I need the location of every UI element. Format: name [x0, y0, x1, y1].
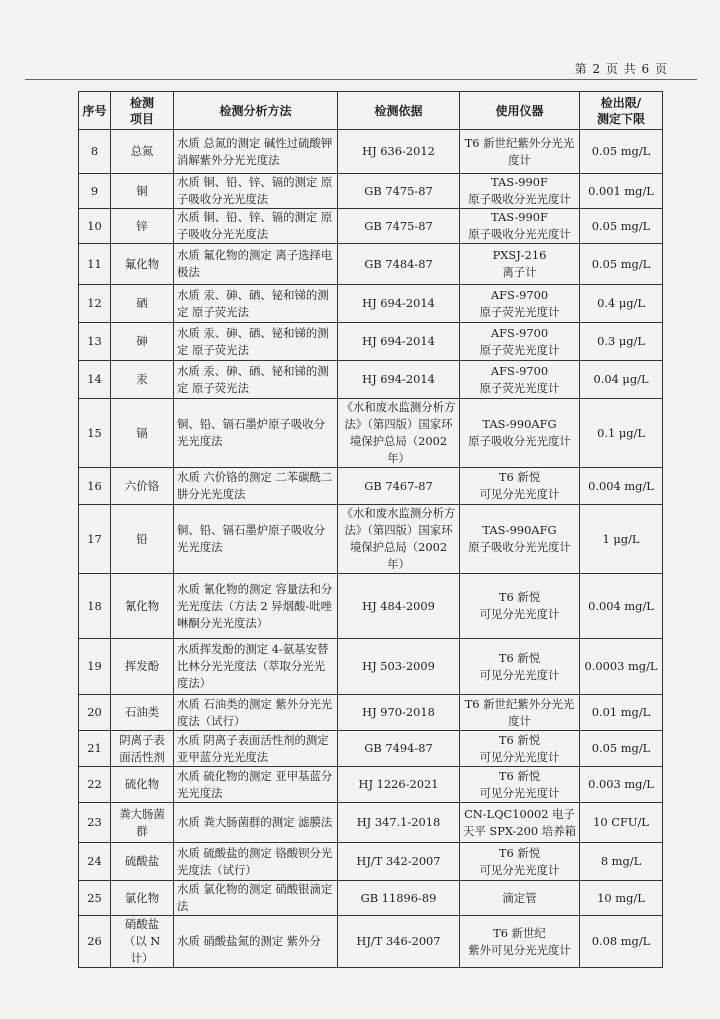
cell-instrument: TAS-990F 原子吸收分光光度计 — [460, 174, 580, 209]
cell-item: 铅 — [111, 505, 174, 574]
cell-limit: 1 μg/L — [580, 505, 663, 574]
table-row — [79, 174, 663, 209]
cell-limit: 0.003 mg/L — [580, 767, 663, 803]
cell-basis: HJ 503-2009 — [338, 639, 460, 695]
cell-basis: HJ 484-2009 — [338, 574, 460, 639]
cell-basis: HJ 347.1-2018 — [338, 803, 460, 843]
test-methods-table — [78, 91, 663, 968]
cell-limit: 0.01 mg/L — [580, 695, 663, 731]
cell-basis: GB 7494-87 — [338, 731, 460, 767]
table-row — [79, 574, 663, 639]
header-instrument: 使用仪器 — [460, 92, 580, 130]
page-number: 第 2 页 共 6 页 — [574, 62, 668, 76]
cell-basis: HJ 694-2014 — [338, 323, 460, 361]
table-row — [79, 399, 663, 468]
header-basis: 检测依据 — [338, 92, 460, 130]
cell-seq: 14 — [79, 361, 111, 399]
cell-instrument: TAS-990F 原子吸收分光光度计 — [460, 209, 580, 244]
table-row — [79, 731, 663, 767]
header-item: 检测 项目 — [111, 92, 174, 130]
cell-limit: 0.4 μg/L — [580, 285, 663, 323]
cell-limit: 10 mg/L — [580, 881, 663, 916]
cell-method: 水质 氟化物的测定 离子选择电极法 — [174, 244, 338, 285]
header-rule — [25, 79, 697, 80]
table-row — [79, 881, 663, 916]
cell-instrument: T6 新世纪紫外分光光度计 — [460, 695, 580, 731]
cell-limit: 8 mg/L — [580, 843, 663, 881]
cell-basis: GB 11896-89 — [338, 881, 460, 916]
cell-basis: HJ/T 346-2007 — [338, 916, 460, 968]
cell-basis: 《水和废水监测分析方法》（第四版）国家环境保护总局（2002 年） — [338, 399, 460, 468]
cell-limit: 0.001 mg/L — [580, 174, 663, 209]
cell-seq: 13 — [79, 323, 111, 361]
table-row — [79, 244, 663, 285]
cell-seq: 22 — [79, 767, 111, 803]
cell-item: 砷 — [111, 323, 174, 361]
cell-seq: 21 — [79, 731, 111, 767]
cell-limit: 10 CFU/L — [580, 803, 663, 843]
cell-basis: HJ/T 342-2007 — [338, 843, 460, 881]
cell-item: 总氮 — [111, 130, 174, 174]
header-limit: 检出限/ 测定下限 — [580, 92, 663, 130]
cell-seq: 20 — [79, 695, 111, 731]
cell-basis: 《水和废水监测分析方法》（第四版）国家环境保护总局（2002 年） — [338, 505, 460, 574]
cell-instrument: T6 新世纪 紫外可见分光光度计 — [460, 916, 580, 968]
cell-method: 水质 总氮的测定 碱性过硫酸钾消解紫外分光光度法 — [174, 130, 338, 174]
cell-basis: HJ 694-2014 — [338, 361, 460, 399]
table-row — [79, 695, 663, 731]
cell-basis: GB 7467-87 — [338, 468, 460, 505]
cell-method: 铜、铅、镉石墨炉原子吸收分光光度法 — [174, 505, 338, 574]
cell-instrument: T6 新悦 可见分光光度计 — [460, 731, 580, 767]
cell-method: 水质 汞、砷、硒、铋和锑的测定 原子荧光法 — [174, 323, 338, 361]
cell-method: 水质 石油类的测定 紫外分光光度法（试行） — [174, 695, 338, 731]
table-header-row — [79, 92, 663, 130]
cell-instrument: T6 新悦 可见分光光度计 — [460, 639, 580, 695]
cell-basis: HJ 1226-2021 — [338, 767, 460, 803]
cell-method: 水质 汞、砷、硒、铋和锑的测定 原子荧光法 — [174, 285, 338, 323]
cell-item: 氰化物 — [111, 574, 174, 639]
cell-item: 氟化物 — [111, 244, 174, 285]
cell-limit: 0.05 mg/L — [580, 130, 663, 174]
cell-instrument: T6 新世纪紫外分光光度计 — [460, 130, 580, 174]
cell-seq: 8 — [79, 130, 111, 174]
cell-seq: 17 — [79, 505, 111, 574]
cell-method: 水质 六价铬的测定 二苯碳酰二肼分光光度法 — [174, 468, 338, 505]
header-seq: 序号 — [79, 92, 111, 130]
cell-limit: 0.3 μg/L — [580, 323, 663, 361]
cell-limit: 0.0003 mg/L — [580, 639, 663, 695]
cell-instrument: CN-LQC10002 电子天平 SPX-200 培养箱 — [460, 803, 580, 843]
cell-limit: 0.05 mg/L — [580, 731, 663, 767]
cell-instrument: TAS-990AFG 原子吸收分光光度计 — [460, 399, 580, 468]
table-row — [79, 285, 663, 323]
cell-seq: 18 — [79, 574, 111, 639]
cell-item: 六价铬 — [111, 468, 174, 505]
cell-item: 汞 — [111, 361, 174, 399]
table-row — [79, 130, 663, 174]
cell-basis: HJ 694-2014 — [338, 285, 460, 323]
cell-instrument: AFS-9700 原子荧光光度计 — [460, 285, 580, 323]
cell-seq: 26 — [79, 916, 111, 968]
cell-basis: GB 7484-87 — [338, 244, 460, 285]
cell-limit: 0.1 μg/L — [580, 399, 663, 468]
table-row — [79, 505, 663, 574]
table-row — [79, 361, 663, 399]
cell-method: 水质 汞、砷、硒、铋和锑的测定 原子荧光法 — [174, 361, 338, 399]
cell-item: 硒 — [111, 285, 174, 323]
cell-method: 水质 硫酸盐的测定 铬酸钡分光光度法（试行） — [174, 843, 338, 881]
cell-basis: HJ 970-2018 — [338, 695, 460, 731]
cell-method: 水质 阴离子表面活性剂的测定 亚甲蓝分光光度法 — [174, 731, 338, 767]
cell-limit: 0.05 mg/L — [580, 244, 663, 285]
cell-basis: GB 7475-87 — [338, 209, 460, 244]
cell-item: 硝酸盐（以 N 计） — [111, 916, 174, 968]
cell-seq: 15 — [79, 399, 111, 468]
cell-limit: 0.004 mg/L — [580, 468, 663, 505]
cell-method: 水质 粪大肠菌群的测定 滤膜法 — [174, 803, 338, 843]
cell-instrument: AFS-9700 原子荧光光度计 — [460, 323, 580, 361]
cell-limit: 0.04 μg/L — [580, 361, 663, 399]
cell-item: 硫化物 — [111, 767, 174, 803]
cell-instrument: 滴定管 — [460, 881, 580, 916]
table-row — [79, 803, 663, 843]
table-row — [79, 916, 663, 968]
cell-method: 水质 氯化物的测定 硝酸银滴定法 — [174, 881, 338, 916]
cell-seq: 12 — [79, 285, 111, 323]
cell-method: 水质 氰化物的测定 容量法和分光光度法（方法 2 异烟酸-吡唑啉酮分光光度法） — [174, 574, 338, 639]
cell-instrument: AFS-9700 原子荧光光度计 — [460, 361, 580, 399]
cell-instrument: PXSJ-216 离子计 — [460, 244, 580, 285]
cell-item: 粪大肠菌群 — [111, 803, 174, 843]
cell-item: 锌 — [111, 209, 174, 244]
cell-item: 氯化物 — [111, 881, 174, 916]
cell-seq: 11 — [79, 244, 111, 285]
table-row — [79, 639, 663, 695]
cell-basis: GB 7475-87 — [338, 174, 460, 209]
table-row — [79, 767, 663, 803]
cell-method: 水质 铜、铅、锌、镉的测定 原子吸收分光光度法 — [174, 174, 338, 209]
table-row — [79, 843, 663, 881]
cell-method: 水质 铜、铅、锌、镉的测定 原子吸收分光光度法 — [174, 209, 338, 244]
cell-instrument: T6 新悦 可见分光光度计 — [460, 767, 580, 803]
cell-limit: 0.004 mg/L — [580, 574, 663, 639]
cell-method: 水质 硫化物的测定 亚甲基蓝分光光度法 — [174, 767, 338, 803]
table-row — [79, 323, 663, 361]
cell-method: 水质 硝酸盐氮的测定 紫外分 — [174, 916, 338, 968]
table-row — [79, 468, 663, 505]
cell-basis: HJ 636-2012 — [338, 130, 460, 174]
cell-item: 铜 — [111, 174, 174, 209]
cell-instrument: TAS-990AFG 原子吸收分光光度计 — [460, 505, 580, 574]
cell-instrument: T6 新悦 可见分光光度计 — [460, 468, 580, 505]
cell-item: 石油类 — [111, 695, 174, 731]
cell-method: 铜、铅、镉石墨炉原子吸收分光光度法 — [174, 399, 338, 468]
cell-item: 硫酸盐 — [111, 843, 174, 881]
cell-seq: 9 — [79, 174, 111, 209]
cell-instrument: T6 新悦 可见分光光度计 — [460, 574, 580, 639]
cell-seq: 16 — [79, 468, 111, 505]
cell-instrument: T6 新悦 可见分光光度计 — [460, 843, 580, 881]
table-row — [79, 209, 663, 244]
cell-item: 阴离子表面活性剂 — [111, 731, 174, 767]
cell-seq: 24 — [79, 843, 111, 881]
cell-seq: 19 — [79, 639, 111, 695]
cell-method: 水质挥发酚的测定 4-氨基安替比林分光光度法（萃取分光光度法） — [174, 639, 338, 695]
cell-limit: 0.05 mg/L — [580, 209, 663, 244]
cell-seq: 23 — [79, 803, 111, 843]
cell-item: 挥发酚 — [111, 639, 174, 695]
cell-limit: 0.08 mg/L — [580, 916, 663, 968]
cell-seq: 25 — [79, 881, 111, 916]
cell-item: 镉 — [111, 399, 174, 468]
header-method: 检测分析方法 — [174, 92, 338, 130]
cell-seq: 10 — [79, 209, 111, 244]
